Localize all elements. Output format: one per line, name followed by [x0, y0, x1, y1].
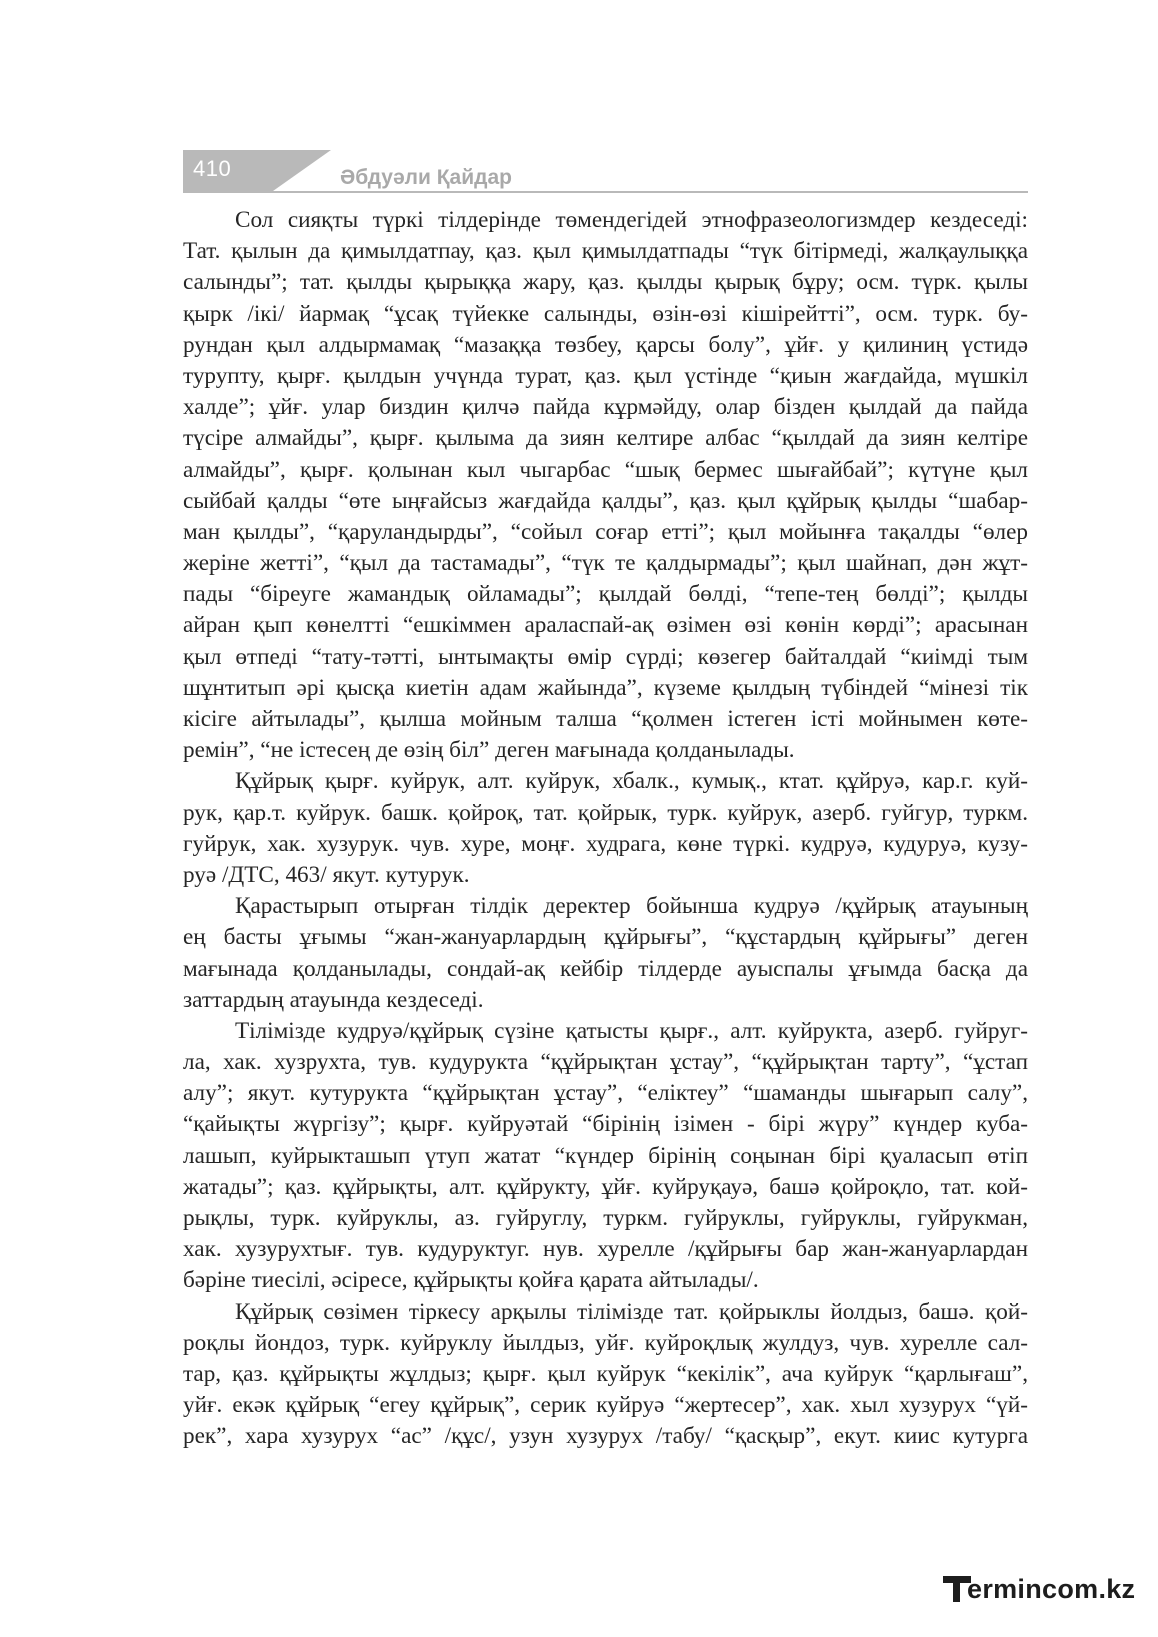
text-line: Тат. қылын да қимылдатпау, қаз. қыл қимылдатпады “түк бітірмеді, жалқаулыққа	[183, 238, 1028, 265]
text-line: ең басты ұғымы “жан-жануарлардың құйрығы”, “құстардың құйрығы” деген	[183, 924, 1028, 951]
text-line: алмайды”, қырғ. қолынан кыл чыгарбас “шық бермес шығайбай”; күтүне қыл	[183, 456, 1028, 483]
text-line: тар, қаз. құйрықты жұлдыз; қырғ. қыл куйрук “кекілік”, ача куйрук “қарлығаш”,	[183, 1360, 1028, 1387]
text-line: Құйрық сөзімен тіркесу арқылы тілімізде тат. қойрыклы йолдыз, башә. қой-	[235, 1298, 1028, 1325]
text-line: бәріне тиесілі, әсіресе, құйрықты қойға қарата айтылады/.	[183, 1267, 759, 1294]
text-line: ремін”, “не істесең де өзің біл” деген мағынада қолданылады.	[183, 737, 795, 764]
page-number: 410	[193, 156, 232, 181]
text-line: рундан қыл алдырмамақ “мазаққа төзбеу, қарсы болу”, ұйғ. у қилиниң үстидә	[183, 331, 1028, 358]
text-line: мағынада қолданылады, сондай-ақ кейбір тілдерде ауыспалы ұғымда басқа да	[183, 955, 1028, 982]
header-rule	[183, 191, 1028, 193]
text-line: турупту, қырғ. қылдын учүнда турат, қаз. қыл үстінде “қиын жағдайда, мүшкіл	[183, 362, 1028, 389]
text-line: Қарастырып отырған тілдік деректер бойынша кудруә /құйрық атауының	[235, 893, 1028, 920]
text-line: ла, хак. хузрухта, тув. кудурукта “құйрықтан ұстау”, “құйрықтан тарту”, “ұстап	[183, 1049, 1028, 1076]
text-line: айран қып көнелтті “ешкіммен араласпай-ақ өзімен өзі көнін көрді”; арасынан	[183, 612, 1028, 639]
text-line: түсіре алмайды”, қырғ. қылыма да зиян келтире албас “қылдай да зиян келтіре	[183, 425, 1028, 452]
text-line: шұнтитып әрі қысқа киетін адам жайында”, күземе қылдың түбіндей “мінезі тік	[183, 674, 1028, 701]
running-head-author: Әбдуәли Қайдар	[340, 166, 512, 189]
text-line: уйғ. екәк құйрық “егеу құйрық”, серик куйруә “жертесер”, хак. хыл хузурух “үй-	[183, 1392, 1028, 1419]
text-line: лашып, куйрыкташып үтуп жатат “күндер бірінің соңынан бірі қуаласып өтіп	[183, 1142, 1028, 1169]
text-line: роқлы йондоз, турк. куйруклу йылдыз, уйғ. куйроқлық жулдуз, чув. хурелле сал-	[183, 1329, 1028, 1356]
text-line: салынды”; тат. қылды қырыққа жару, қаз. қылды қырық бұру; осм. түрк. қылы	[183, 269, 1028, 296]
text-line: руә /ДТС, 463/ якут. кутурук.	[183, 861, 470, 888]
text-line: “қайықты жүргізу”; қырғ. куйруәтай “бірінің ізімен - бірі жүру” күндер куба-	[183, 1111, 1028, 1138]
text-line: қыл өтпеді “тату-тәтті, ынтымақты өмір сүрді; көзегер байталдай “киімді тым	[183, 643, 1028, 670]
text-line: кісіге айтылады”, қылша мойным талша “қолмен істеген істі мойнымен көте-	[183, 706, 1028, 732]
text-line: жеріне жетті”, “қыл да тастамады”, “түк те қалдырмады”; қыл шайнап, дән жұт-	[183, 550, 1028, 577]
text-line: қырк /ікі/ йармақ “ұсақ түйекке салынды, өзін-өзі кішірейтті”, осм. турк. бу-	[183, 300, 1028, 327]
text-line: Сол сияқты түркі тілдерінде төмендегідей этнофразеологизмдер кездеседі:	[235, 207, 1028, 233]
text-line: гуйрук, хак. хузурук. чув. хуре, моңғ. худрага, көне түркі. кудруә, кудуруә, кузу-	[183, 830, 1028, 857]
text-line: рықлы, турк. куйруклы, аз. гуйруглу, туркм. гуйруклы, гуйруклы, гуйрукман,	[183, 1205, 1028, 1231]
text-line: Құйрық қырғ. куйрук, алт. куйрук, хбалк., кумық., ктат. құйруә, кар.г. куй-	[235, 768, 1028, 795]
text-line: алу”; якут. кутурукта “құйрықтан ұстау”, “еліктеу” “шаманды шығарып салу”,	[183, 1080, 1028, 1107]
text-line: сыйбай қалды “өте ыңғайсыз жағдайда қалды”, қаз. қыл құйрық қылды “шабар-	[183, 487, 1028, 514]
watermark-text: ermincom.kz	[967, 1574, 1136, 1604]
text-line: жатады”; қаз. құйрықты, алт. құйрукту, ұйғ. куйруқауә, башә қойроқло, тат. кой-	[183, 1173, 1028, 1200]
text-line: хак. хузурухтығ. тув. кудуруктуг. нув. хурелле /құйрығы бар жан-жануарлардан	[183, 1236, 1028, 1263]
text-line: пады “біреуге жамандық ойламады”; қылдай бөлді, “тепе-тең бөлді”; қылды	[183, 581, 1028, 608]
body-text	[183, 205, 1028, 1453]
page-header	[183, 150, 1028, 200]
text-line: Тілімізде кудруә/құйрық сүзіне қатысты қырғ., алт. куйрукта, азерб. гуйруг-	[235, 1017, 1028, 1044]
text-line: ман қылды”, “қаруландырды”, “сойыл соғар етті”; қыл мойынға тақалды “өлер	[183, 518, 1028, 545]
text-line: заттардың атауында кездеседі.	[183, 986, 484, 1013]
text-line: рек”, хара хузурух “ас” /құс/, узун хузурух /табу/ “қасқыр”, екут. киис кутурга	[183, 1423, 1028, 1450]
termincom-watermark	[943, 1574, 1138, 1614]
page-number-tab-slope	[273, 150, 331, 191]
text-line: халде”; ұйғ. улар биздин қилчә пайда кұрмәйду, олар бізден қылдай да пайда	[183, 394, 1028, 421]
text-line: рук, қар.т. куйрук. башк. қойроқ, тат. қойрык, турк. куйрук, азерб. гуйгур, туркм.	[183, 799, 1028, 826]
